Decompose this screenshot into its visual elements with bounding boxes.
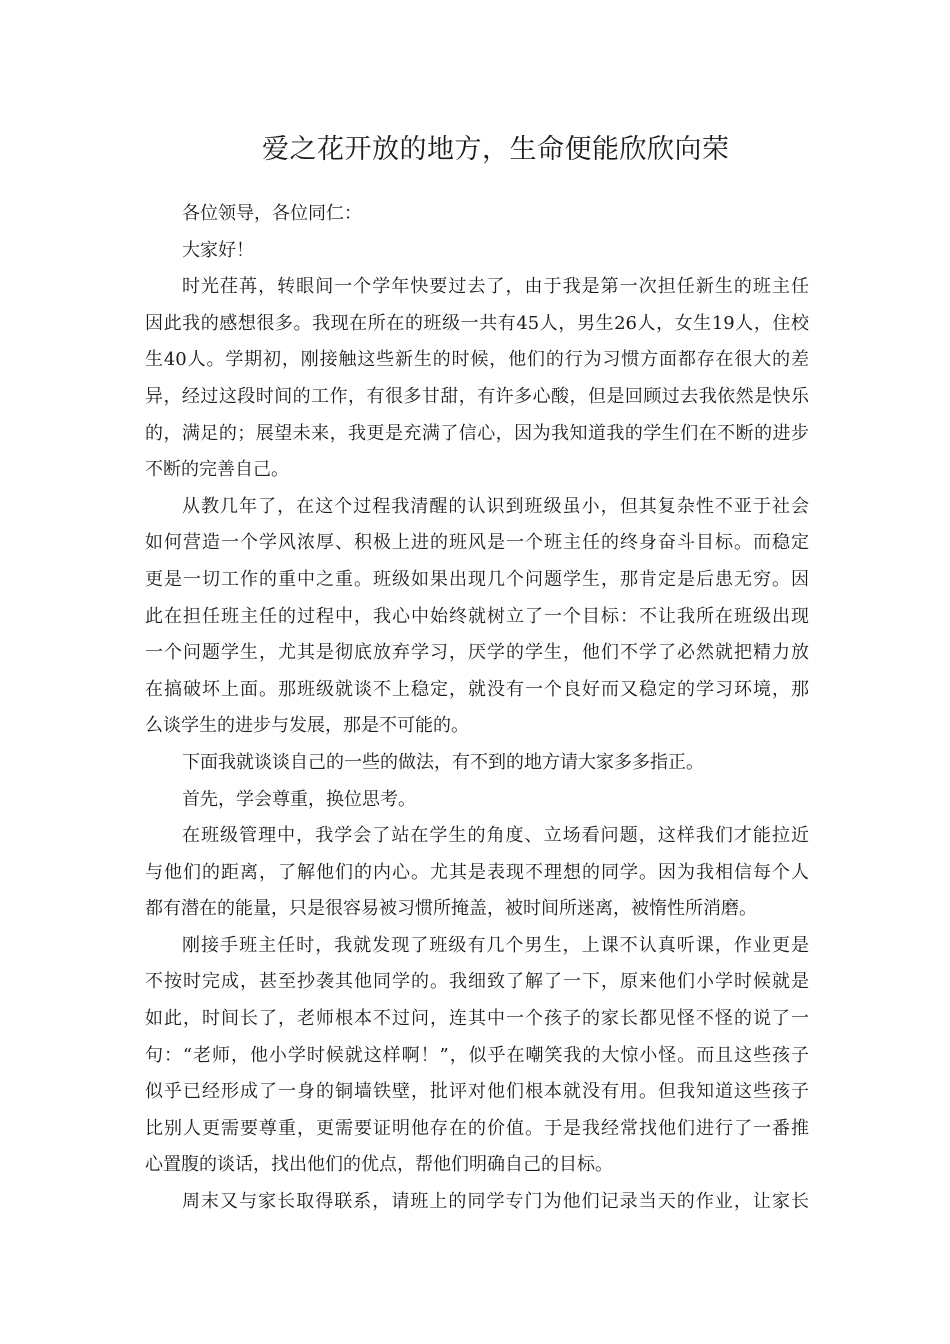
text-line: 心置腹的谈话，找出他们的优点，帮他们明确自己的目标。: [145, 1154, 613, 1176]
text-line: 都有潜在的能量，只是很容易被习惯所掩盖，被时间所迷离，被惰性所消磨。: [145, 898, 757, 920]
text-line: 刚接手班主任时，我就发现了班级有几个男生，上课不认真听课，作业更是: [182, 934, 809, 956]
text-line: 比别人更需要尊重，更需要证明他存在的价值。于是我经常找他们进行了一番推: [145, 1117, 809, 1139]
text-line: 一个问题学生，尤其是彻底放弃学习，厌学的学生，他们不学了必然就把精力放: [145, 642, 809, 664]
text-line: 如何营造一个学风浓厚、积极上进的班风是一个班主任的终身奋斗目标。而稳定: [145, 532, 809, 554]
text-line: 周末又与家长取得联系，请班上的同学专门为他们记录当天的作业，让家长: [182, 1191, 809, 1213]
text-line: 大家好！: [182, 239, 254, 261]
text-line: 时光荏苒，转眼间一个学年快要过去了，由于我是第一次担任新生的班主任: [182, 276, 809, 298]
text-line: 下面我就谈谈自己的一些的做法，有不到的地方请大家多多指正。: [182, 751, 704, 773]
text-line: 似乎已经形成了一身的铜墙铁壁，批评对他们根本就没有用。但我知道这些孩子: [145, 1081, 809, 1103]
text-line: 异，经过这段时间的工作，有很多甘甜，有许多心酸，但是回顾过去我依然是快乐: [145, 385, 809, 407]
text-line: 么谈学生的进步与发展，那是不可能的。: [145, 715, 469, 737]
text-line: 在班级管理中，我学会了站在学生的角度、立场看问题，这样我们才能拉近: [182, 825, 809, 847]
text-line: 的，满足的；展望未来，我更是充满了信心，因为我知道我的学生们在不断的进步: [145, 422, 809, 444]
text-line: 从教几年了，在这个过程我清醒的认识到班级虽小，但其复杂性不亚于社会: [182, 495, 809, 517]
text-line: 在搞破坏上面。那班级就谈不上稳定，就没有一个良好而又稳定的学习环境，那: [145, 678, 809, 700]
text-line: 更是一切工作的重中之重。班级如果出现几个问题学生，那肯定是后患无穷。因: [145, 568, 809, 590]
text-line: 此在担任班主任的过程中，我心中始终就树立了一个目标：不让我所在班级出现: [145, 605, 809, 627]
text-line: 如此，时间长了，老师根本不过问，连其中一个孩子的家长都见怪不怪的说了一: [145, 1008, 809, 1030]
text-line: 首先，学会尊重，换位思考。: [182, 788, 416, 810]
text-line: 句：“老师，他小学时候就这样啊！”，似乎在嘲笑我的大惊小怪。而且这些孩子: [145, 1044, 809, 1066]
document-title: 爱之花开放的地方，生命便能欣欣向荣: [262, 134, 730, 165]
text-line: 各位领导，各位同仁：: [182, 203, 362, 224]
text-line: 不断的完善自己。: [145, 459, 289, 481]
text-line: 生40人。学期初，刚接触这些新生的时候，他们的行为习惯方面都存在很大的差: [145, 349, 809, 371]
document-body: [145, 196, 809, 1221]
text-line: 与他们的距离，了解他们的内心。尤其是表现不理想的同学。因为我相信每个人: [145, 861, 809, 883]
text-line: 不按时完成，甚至抄袭其他同学的。我细致了解了一下，原来他们小学时候就是: [145, 971, 809, 993]
text-line: 因此我的感想很多。我现在所在的班级一共有45人，男生26人，女生19人，住校: [145, 312, 809, 334]
